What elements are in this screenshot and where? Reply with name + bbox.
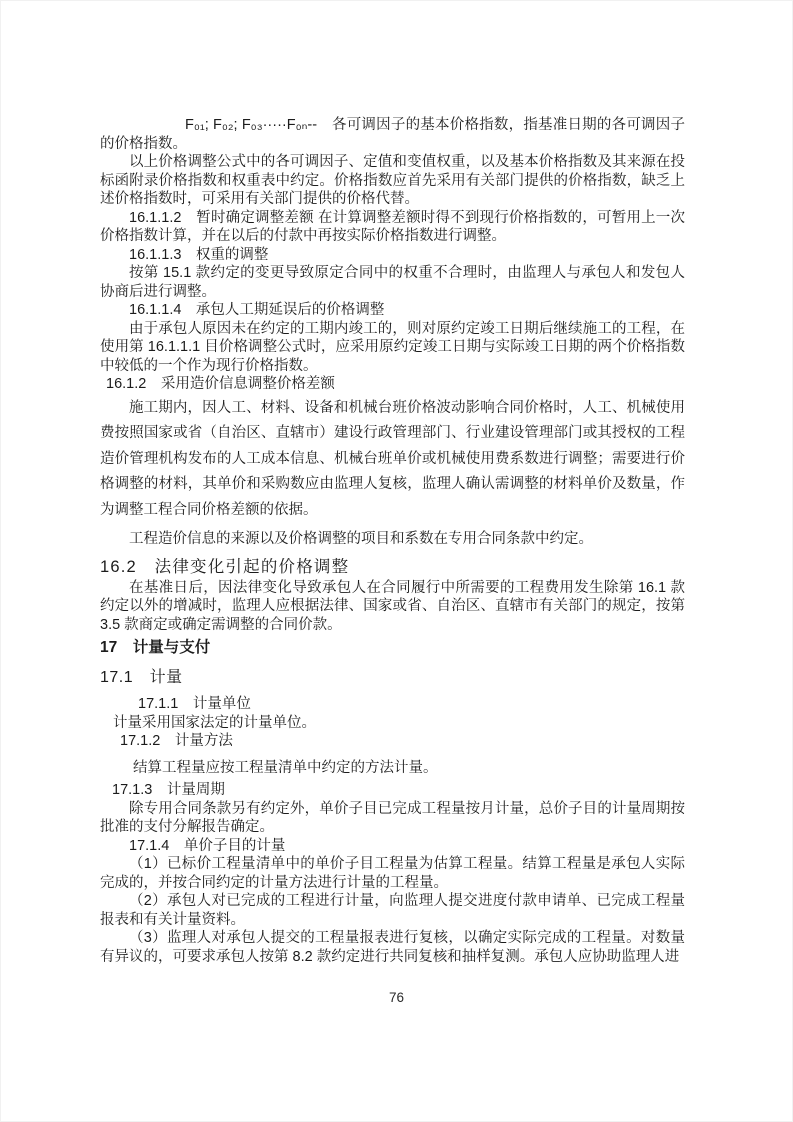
heading-17-1-2-measurement-method: 17.1.2 计量方法 (120, 733, 233, 749)
page-number: 76 (388, 990, 405, 1005)
paragraph-weight-adjustment: 按第 15.1 款约定的变更导致原定合同中的权重不合理时，由监理人与承包人和发包人协商后进行调整。 (100, 265, 685, 300)
paragraph-item-2-contractor-submits: （2）承包人对已完成的工程进行计量，向监理人提交进度付款申请单、已完成工程量报表和有关计量资料。 (100, 893, 685, 928)
clause-16-1-1-2-temporary-adjustment: 16.1.1.2 暂时确定调整差额 在计算调整差额时得不到现行价格指数的，可暂用上一次价格指数计算，并在以后的付款中再按实际价格指数进行调整。 (100, 209, 685, 244)
heading-16-1-1-4-contractor-delay: 16.1.1.4 承包人工期延误后的价格调整 (129, 302, 385, 318)
formula-definition-f0n: F₀₁; F₀₂; F₀₃·····F₀ₙ-- 各可调因子的基本价格指数，指基准日期的各可调因子的价格指数。 (100, 117, 685, 152)
heading-16-1-1-3-weight-adjustment: 16.1.1.3 权重的调整 (129, 246, 269, 263)
heading-17-1-1-measurement-unit: 17.1.1 计量单位 (138, 696, 251, 712)
heading-17-1-4-unit-price-item-measurement: 17.1.4 单价子目的计量 (129, 837, 286, 854)
page-content (100, 116, 685, 966)
heading-16-1-2-cost-info-adjustment: 16.1.2 采用造价信息调整价格差额 (106, 376, 335, 392)
heading-17-1-measurement: 17.1 计量 (100, 669, 183, 686)
paragraph-contractor-delay: 由于承包人原因未在约定的工期内竣工的，则对原约定竣工日期后继续施工的工程，在使用第 16.1.1.1 目价格调整公式时，应采用原约定竣工日期与实际竣工日期的两个价格指数中较低的一个作为现行价格指数。 (100, 320, 685, 374)
heading-16-2-law-change-price-adjustment: 16.2 法律变化引起的价格调整 (100, 557, 350, 576)
heading-17-measurement-and-payment: 17 计量与支付 (100, 639, 211, 656)
heading-17-1-3-measurement-period: 17.1.3 计量周期 (112, 782, 225, 798)
paragraph-measurement-method: 结算工程量应按工程量清单中约定的方法计量。 (133, 759, 438, 776)
paragraph-price-index-source: 以上价格调整公式中的各可调因子、定值和变值权重，以及基本价格指数及其来源在投标函附录价格指数和权重表中约定。价格指数应首先采用有关部门提供的价格指数，缺乏上述价格指数时，可采用有关部门提供的价格代替。 (100, 154, 685, 207)
paragraph-item-3-supervisor-review: （3）监理人对承包人提交的工程量报表进行复核，以确定实际完成的工程量。对数量有异议的，可要求承包人按第 8.2 款约定进行共同复核和抽样复测。承包人应协助监理人进 (100, 930, 685, 965)
paragraph-cost-info-adjustment: 施工期内，因人工、材料、设备和机械台班价格波动影响合同价格时，人工、机械使用费按照国家或省（自治区、直辖市）建设行政管理部门、行业建设管理部门或其授权的工程造价管理机构发布的人工成本信息、机械台班单价或机械使用费系数进行调整；需要进行价格调整的材料，其单价和采购数应由监理人复核，监理人确认需调整的材料单价及数量，作为调整工程合同价格差额的依据。 (100, 399, 685, 518)
paragraph-cost-info-source: 工程造价信息的来源以及价格调整的项目和系数在专用合同条款中约定。 (129, 531, 593, 547)
paragraph-measurement-period: 除专用合同条款另有约定外，单价子目已完成工程量按月计量，总价子目的计量周期按批准的支付分解报告确定。 (100, 800, 685, 835)
paragraph-law-change: 在基准日后，因法律变化导致承包人在合同履行中所需要的工程费用发生除第 16.1 款约定以外的增减时，监理人应根据法律、国家或省、自治区、直辖市有关部门的规定，按第 3.5 款商定或确定需调整的合同价款。 (100, 579, 685, 633)
paragraph-measurement-unit: 计量采用国家法定的计量单位。 (113, 714, 316, 731)
paragraph-item-1-estimated-quantities: （1）已标价工程量清单中的单价子目工程量为估算工程量。结算工程量是承包人实际完成的，并按合同约定的计量方法进行计量的工程量。 (100, 856, 685, 891)
